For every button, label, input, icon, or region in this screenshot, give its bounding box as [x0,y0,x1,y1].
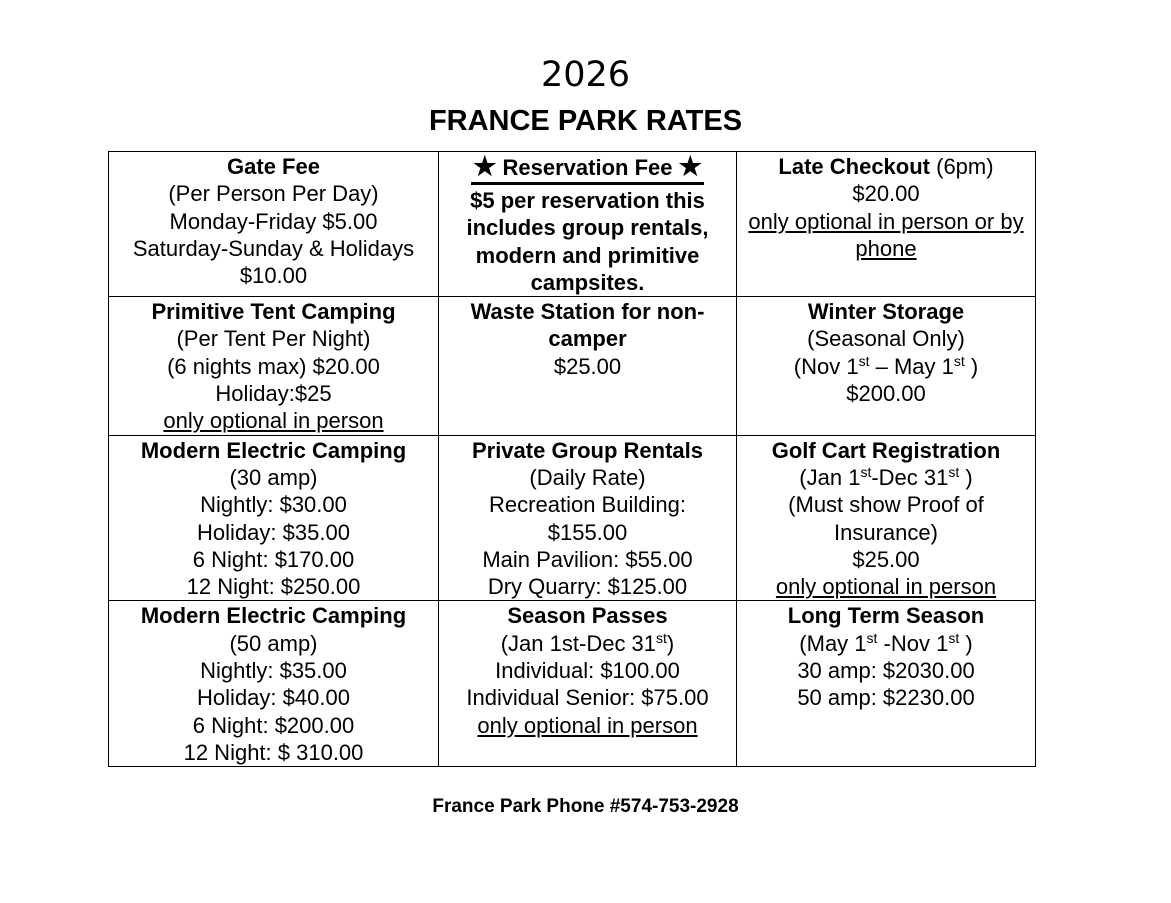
cell-group-rentals [439,435,737,601]
winter-title: Winter Storage [807,299,965,325]
cell-golf-cart [737,435,1036,601]
group-recreation: Recreation Building: [489,492,686,518]
cell-winter-storage [737,297,1036,435]
table-row [109,601,1036,767]
golf-insurance: (Must show Proof of Insurance) [788,492,984,545]
cell-season-passes [439,601,737,767]
cell-late-checkout [737,152,1036,297]
season-title: Season Passes [507,603,668,629]
group-pavilion: Main Pavilion: $55.00 [482,546,693,572]
golf-note: only optional in person [775,574,997,600]
modern50-amp: (50 amp) [229,630,318,656]
modern30-12night: 12 Night: $250.00 [186,574,361,600]
late-checkout-title: Late Checkout [778,154,930,179]
longterm-50amp: 50 amp: $2230.00 [797,685,975,711]
primitive-title: Primitive Tent Camping [151,299,396,325]
modern50-6night: 6 Night: $200.00 [192,712,355,738]
cell-long-term-season [737,601,1036,767]
gate-fee-weekend: Saturday-Sunday & Holidays [132,235,415,261]
late-checkout-note: only optional in person or by phone [748,208,1024,261]
modern30-6night: 6 Night: $170.00 [192,546,355,572]
group-recreation-price: $155.00 [547,519,628,545]
primitive-note: only optional in person [163,408,384,434]
cell-gate-fee [109,152,439,297]
reservation-fee-body: $5 per reservation this includes group rentals, modern and primitive campsites. [466,188,709,295]
group-title: Private Group Rentals [471,437,704,463]
reservation-fee-heading [471,153,704,185]
primitive-holiday: Holiday:$25 [215,381,332,407]
winter-dates: (Nov 1st – May 1st ) [793,352,979,379]
gate-fee-line: (Per Person Per Day) [168,181,379,207]
modern30-holiday: Holiday: $35.00 [197,519,350,545]
late-checkout-price: $20.00 [852,181,920,207]
cell-modern-30amp [109,435,439,601]
season-note: only optional in person [477,712,698,738]
park-phone: France Park Phone #574-753-2928 [432,796,739,817]
longterm-title: Long Term Season [787,603,985,629]
modern50-12night: 12 Night: $ 310.00 [183,739,364,765]
modern50-holiday: Holiday: $40.00 [197,685,350,711]
modern30-amp: (30 amp) [229,464,318,490]
table-row [109,297,1036,435]
primitive-line: (Per Tent Per Night) [176,326,371,352]
winter-price: $200.00 [846,381,926,407]
modern50-title: Modern Electric Camping [140,603,407,629]
rates-table [108,151,1036,767]
season-senior: Individual Senior: $75.00 [466,685,709,711]
late-checkout-time: (6pm) [936,154,994,179]
cell-waste-station [439,297,737,435]
cell-reservation-fee [439,152,737,297]
year-heading: 2026 [540,55,631,95]
season-individual: Individual: $100.00 [495,658,680,684]
golf-dates: (Jan 1st-Dec 31st ) [799,463,973,490]
table-row [109,435,1036,601]
longterm-30amp: 30 amp: $2030.00 [797,658,975,684]
gate-fee-weekday: Monday-Friday $5.00 [169,208,378,234]
modern30-title: Modern Electric Camping [140,437,407,463]
winter-line: (Seasonal Only) [807,326,965,352]
table-row [109,152,1036,297]
season-dates: (Jan 1st-Dec 31st) [500,629,675,656]
group-line: (Daily Rate) [529,464,646,490]
gate-fee-weekend-price: $10.00 [239,263,308,289]
primitive-price: (6 nights max) $20.00 [167,353,380,379]
gate-fee-title: Gate Fee [227,154,320,179]
reservation-fee-title: Reservation Fee [502,155,673,180]
star-icon: ★ [473,151,497,181]
cell-modern-50amp [109,601,439,767]
longterm-dates: (May 1st -Nov 1st ) [799,629,973,656]
golf-title: Golf Cart Registration [771,437,1001,463]
page-title: FRANCE PARK RATES [428,105,743,137]
star-icon: ★ [678,151,702,181]
waste-title: Waste Station for non-camper [470,299,705,352]
modern50-nightly: Nightly: $35.00 [200,658,347,684]
late-checkout-heading [740,153,1032,180]
waste-price: $25.00 [553,353,622,379]
modern30-nightly: Nightly: $30.00 [200,492,347,518]
group-quarry: Dry Quarry: $125.00 [487,574,688,600]
cell-primitive-camping [109,297,439,435]
golf-price: $25.00 [852,546,920,572]
